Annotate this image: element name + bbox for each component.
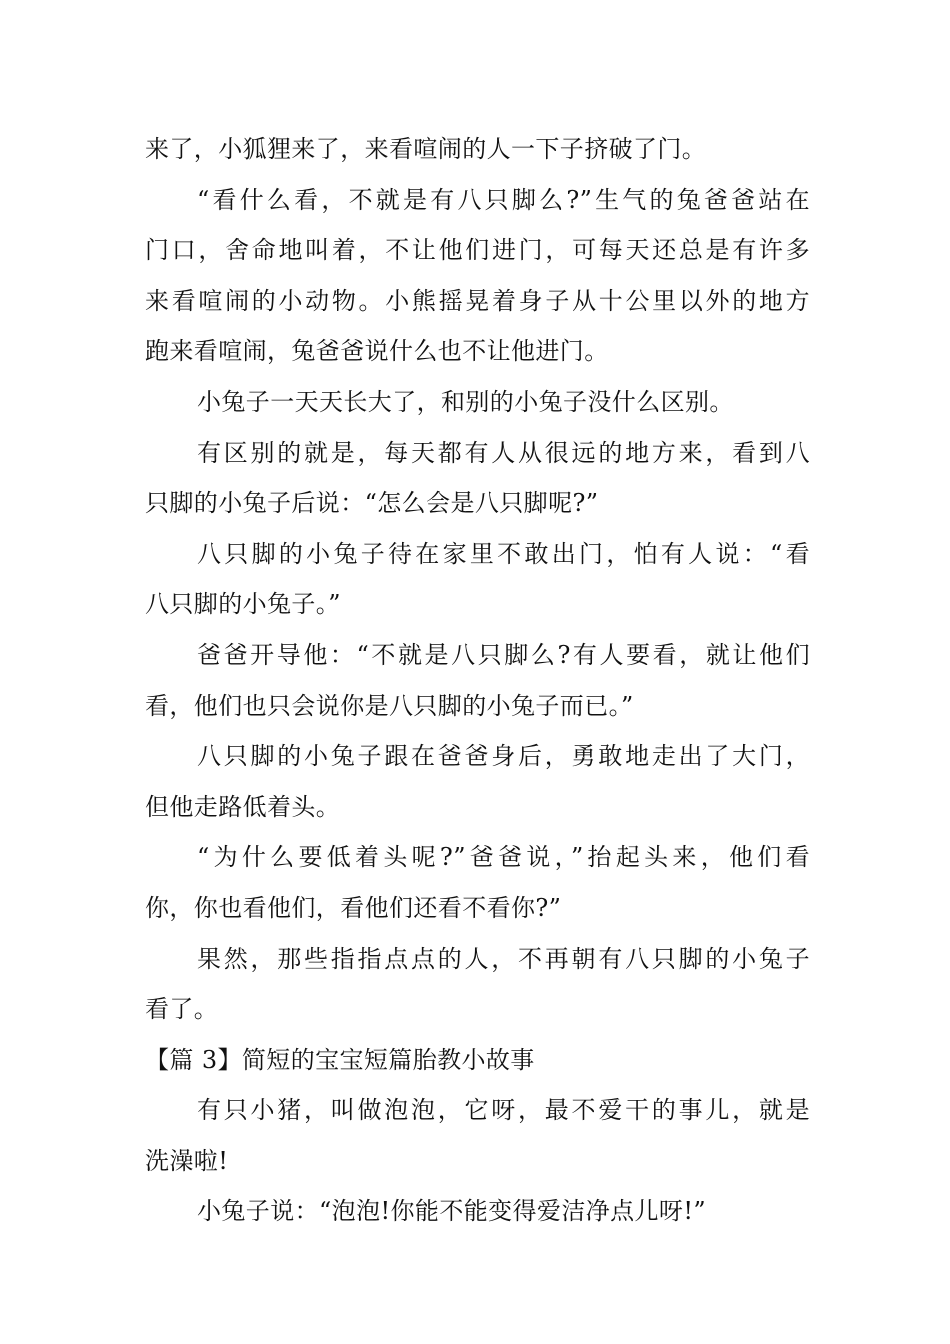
text-line: 八只脚的小兔子跟在爸爸身后，勇敢地走出了大门，: [197, 742, 810, 771]
text-line: 果然，那些指指点点的人，不再朝有八只脚的小兔子: [197, 944, 810, 973]
text-line: 有只小猪，叫做泡泡，它呀，最不爱干的事儿，就是: [197, 1096, 810, 1125]
text-line: 有区别的就是，每天都有人从很远的地方来，看到八: [197, 438, 810, 467]
text-line: 你，你也看他们，看他们还看不看你?”: [145, 893, 562, 922]
text-line: 跑来看喧闹，兔爸爸说什么也不让他进门。: [145, 337, 609, 366]
text-line: 只脚的小兔子后说：“怎么会是八只脚呢?”: [145, 489, 599, 518]
story-text: [145, 124, 810, 1237]
text-line: 但他走路低着头。: [145, 792, 341, 821]
text-line: 洗澡啦!: [145, 1146, 229, 1175]
text-line: “看什么看，不就是有八只脚么?”生气的兔爸爸站在: [197, 185, 810, 214]
text-line: 八只脚的小兔子。”: [145, 590, 341, 619]
text-line: 小兔子一天天长大了，和别的小兔子没什么区别。: [197, 387, 734, 416]
section-heading: 【篇 3】简短的宝宝短篇胎教小故事: [145, 1045, 535, 1074]
text-line: 八只脚的小兔子待在家里不敢出门，怕有人说：“看: [197, 539, 810, 568]
text-line: 爸爸开导他：“不就是八只脚么?有人要看，就让他们: [197, 640, 810, 669]
text-line: 看了。: [145, 995, 219, 1024]
text-line: 来了，小狐狸来了，来看喧闹的人一下子挤破了门。: [145, 135, 707, 163]
text-line: 看，他们也只会说你是八只脚的小兔子而已。”: [145, 691, 634, 720]
text-line: “为什么要低着头呢?”爸爸说，”抬起头来，他们看: [197, 843, 810, 872]
text-line: 门口，舍命地叫着，不让他们进门，可每天还总是有许多: [145, 236, 810, 265]
text-line: 来看喧闹的小动物。小熊摇晃着身子从十公里以外的地方: [145, 286, 810, 315]
text-line: 小兔子说：“泡泡!你能不能变得爱洁净点儿呀!”: [197, 1197, 707, 1226]
